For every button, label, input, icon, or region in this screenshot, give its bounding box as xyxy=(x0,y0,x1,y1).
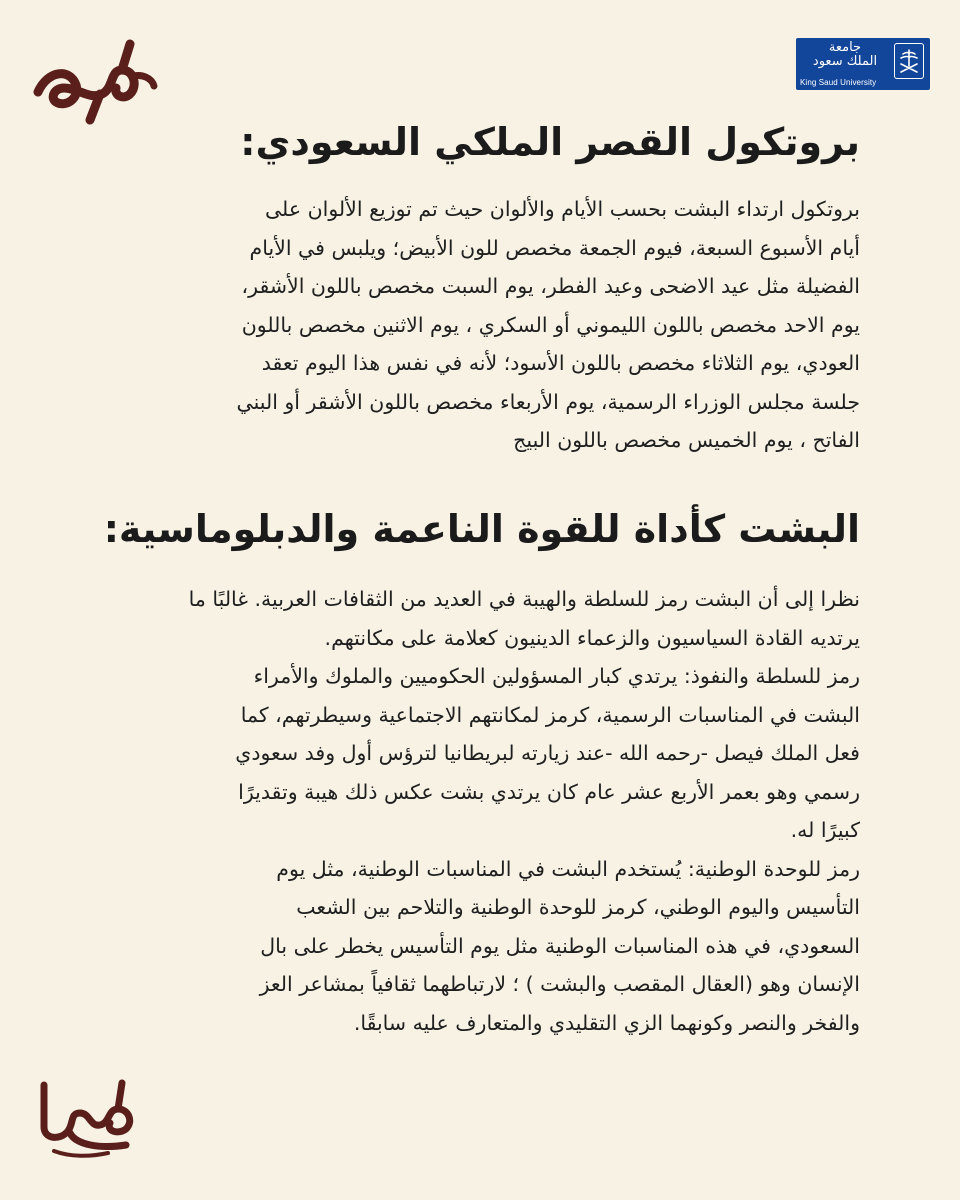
paragraph-line: البشت في المناسبات الرسمية، كرمز لمكانتهم الاجتماعية وسيطرتهم، كما xyxy=(240,702,860,727)
section1-title: بروتكول القصر الملكي السعودي: xyxy=(240,120,860,164)
paragraph-line: يرتديه القادة السياسيون والزعماء الدينيون كعلامة على مكانتهم. xyxy=(324,625,860,650)
paragraph-line: رمز للوحدة الوطنية: يُستخدم البشت في المناسبات الوطنية، مثل يوم xyxy=(276,856,860,881)
king-saud-university-logo xyxy=(796,38,930,90)
section1-paragraph xyxy=(92,190,860,460)
paragraph-line: السعودي، في هذه المناسبات الوطنية مثل يوم التأسيس يخطر على بال xyxy=(260,933,860,958)
paragraph-line: بروتكول ارتداء البشت بحسب الأيام والألوان حيث تم توزيع الألوان على xyxy=(264,197,860,221)
paragraph-line: يوم الاحد مخصص باللون الليموني أو السكري ، يوم الاثنين مخصص باللون xyxy=(241,312,860,337)
paragraph-line: نظرا إلى أن البشت رمز للسلطة والهيبة في العديد من الثقافات العربية. غالبًا ما xyxy=(188,587,860,611)
brand-mark-top xyxy=(30,30,160,125)
paragraph-line: الإنسان وهو (العقال المقصب والبشت ) ؛ لارتباطهما ثقافياً بمشاعر العز xyxy=(259,972,860,996)
paragraph-line: جلسة مجلس الوزراء الرسمية، يوم الأربعاء مخصص باللون الأشقر أو البني xyxy=(236,389,860,414)
paragraph-line: أيام الأسبوع السبعة، فيوم الجمعة مخصص للون الأبيض؛ ويلبس في الأيام xyxy=(249,235,860,260)
section2-title: البشت كأداة للقوة الناعمة والدبلوماسية: xyxy=(103,507,860,551)
paragraph-line: رمز للسلطة والنفوذ: يرتدي كبار المسؤولين الحكوميين والملوك والأمراء xyxy=(253,664,860,688)
paragraph-line: فعل الملك فيصل -رحمه الله -عند زيارته لبريطانيا لترؤس أول وفد سعودي xyxy=(235,741,860,765)
paragraph-line: والفخر والنصر وكونهما الزي التقليدي والمتعارف عليه سابقًا. xyxy=(353,1010,860,1035)
university-arabic-line1: جامعة xyxy=(828,40,862,55)
university-arabic-name xyxy=(800,41,890,69)
paragraph-line: رسمي وهو بعمر الأربع عشر عام كان يرتدي بشت عكس ذلك هيبة وتقديرًا xyxy=(238,779,860,804)
university-arabic-line2: الملك سعود xyxy=(812,54,878,69)
paragraph-line: العودي، يوم الثلاثاء مخصص باللون الأسود؛ لأنه في نفس هذا اليوم تعقد xyxy=(261,351,860,375)
paragraph-line: الفضيلة مثل عيد الاضحى وعيد الفطر، يوم السبت مخصص باللون الأشقر، xyxy=(241,274,860,298)
paragraph-line: كبيرًا له. xyxy=(790,818,860,842)
palm-swords-emblem-icon xyxy=(894,43,924,79)
paragraph-line: الفاتح ، يوم الخميس مخصص باللون البيج xyxy=(513,428,860,452)
paragraph-line: التأسيس واليوم الوطني، كرمز للوحدة الوطنية والتلاحم بين الشعب xyxy=(296,895,860,919)
brand-mark-bottom xyxy=(30,1065,150,1165)
university-english-name: King Saud University xyxy=(800,78,877,87)
section2-paragraph xyxy=(92,580,860,1042)
